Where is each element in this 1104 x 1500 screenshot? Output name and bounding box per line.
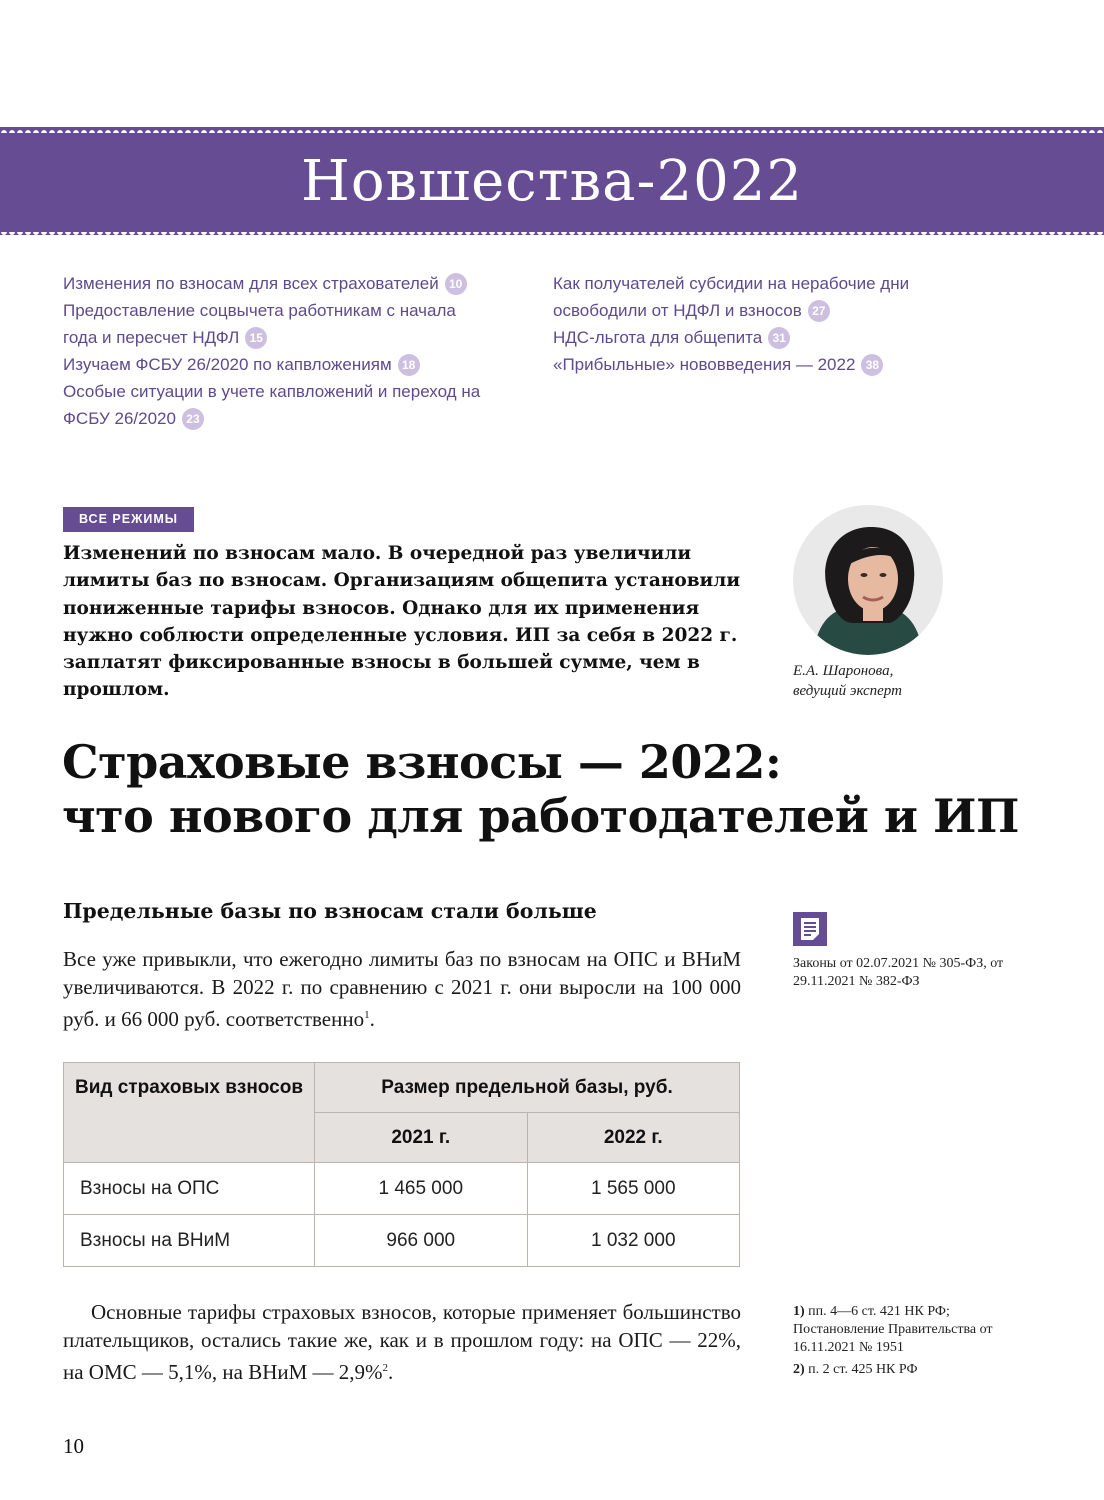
toc-page-badge: 10 [445, 273, 467, 295]
table-row [64, 1163, 740, 1215]
table-cell-value: 1 032 000 [527, 1215, 740, 1267]
body-paragraph [63, 945, 741, 1033]
article-title-line: Страховые взносы — 2022: [62, 735, 782, 789]
toc-page-badge: 38 [861, 354, 883, 376]
footnote-text: п. 2 ст. 425 НК РФ [808, 1362, 918, 1377]
table-header-kind: Вид страховых взносов [64, 1063, 315, 1163]
toc-item[interactable] [553, 351, 973, 378]
footnote-text: пп. 4—6 ст. 421 НК РФ; Постановление Правительства от 16.11.2021 № 1951 [793, 1304, 993, 1355]
toc-item-text: НДС-льгота для общепита [553, 328, 763, 347]
table-cell-label: Взносы на ВНиМ [64, 1215, 315, 1267]
table-header-group: Размер предельной базы, руб. [315, 1063, 740, 1113]
footnote-ref[interactable]: 1 [364, 1009, 370, 1021]
toc-page-badge: 27 [808, 300, 830, 322]
paragraph-end: . [369, 1007, 375, 1031]
page-number: 10 [63, 1434, 84, 1458]
toc-item-text: Предоставление соцвычета работникам с начала года и пересчет НДФЛ [63, 301, 456, 347]
footnote-ref[interactable]: 2 [382, 1362, 389, 1374]
author-photo [793, 505, 943, 655]
table-cell-label: Взносы на ОПС [64, 1163, 315, 1215]
toc-page-badge: 18 [398, 354, 420, 376]
paragraph-text: Все уже привыкли, что ежегодно лимиты баз по взносам на ОПС и ВНиМ увеличиваются. В 2022 г. по сравнению с 2021 г. они выросли на 100 000 руб. и 66 000 руб. соответственно [63, 947, 741, 1031]
author-role: ведущий эксперт [793, 683, 902, 699]
article-lead: Изменений по взносам мало. В очередной раз увеличили лимиты баз по взносам. Организациям общепита установили пониженные тарифы взносов. Однако для их применения нужно соблюсти определенные условия. ИП за себя в 2022 г. заплатят фиксированные взносы в большей сумме, чем в прошлом. [63, 543, 741, 701]
toc-item-text: Изменения по взносам для всех страхователей [63, 274, 439, 293]
toc-item[interactable] [63, 270, 483, 297]
section-banner [0, 127, 1104, 235]
base-limits-table [63, 1062, 740, 1267]
toc-item[interactable] [553, 324, 973, 351]
table-header-year: 2022 г. [527, 1113, 740, 1163]
toc-right-column [553, 270, 973, 378]
author-portrait-icon [793, 505, 943, 655]
table-cell-value: 1 465 000 [315, 1163, 528, 1215]
toc-left-column [63, 270, 483, 432]
footnote [793, 1361, 1023, 1379]
author-caption [793, 661, 1013, 701]
footnotes [793, 1303, 1023, 1383]
section-subhead: Предельные базы по взносам стали больше [63, 899, 597, 923]
article-title [62, 735, 1062, 843]
document-icon [793, 912, 827, 946]
toc-item-text: «Прибыльные» нововведения — 2022 [553, 355, 856, 374]
paragraph-end: . [388, 1360, 394, 1384]
section-title: Новшества-2022 [301, 149, 803, 214]
toc-page-badge: 15 [245, 327, 267, 349]
toc-item-text: Особые ситуации в учете капвложений и переход на ФСБУ 26/2020 [63, 382, 481, 428]
author-name: Е.А. Шаронова, [793, 663, 894, 679]
paragraph-text: Основные тарифы страховых взносов, которые применяет большинство плательщиков, остались такие же, как и в прошлом году: на ОПС — 22%, на ОМС — 5,1%, на ВНиМ — 2,9% [63, 1300, 741, 1384]
regime-tag: ВСЕ РЕЖИМЫ [63, 507, 194, 532]
toc-page-badge: 23 [182, 408, 204, 430]
law-reference: Законы от 02.07.2021 № 305-ФЗ, от 29.11.2021 № 382-ФЗ [793, 956, 1004, 989]
footnote-number: 1) [793, 1304, 805, 1319]
toc-item[interactable] [63, 297, 483, 351]
toc-item[interactable] [63, 378, 483, 432]
toc-item-text: Изучаем ФСБУ 26/2020 по капвложениям [63, 355, 392, 374]
toc-item[interactable] [63, 351, 483, 378]
article-title-line: что нового для работодателей и ИП [62, 789, 1019, 843]
toc-page-badge: 31 [768, 327, 790, 349]
table-header-year: 2021 г. [315, 1113, 528, 1163]
table-cell-value: 966 000 [315, 1215, 528, 1267]
footnote [793, 1303, 1023, 1357]
table-cell-value: 1 565 000 [527, 1163, 740, 1215]
body-paragraph [63, 1298, 741, 1386]
toc-item[interactable] [553, 270, 973, 324]
table-row [64, 1215, 740, 1267]
toc-item-text: Как получателей субсидии на нерабочие дни освободили от НДФЛ и взносов [553, 274, 910, 320]
footnote-number: 2) [793, 1362, 805, 1377]
